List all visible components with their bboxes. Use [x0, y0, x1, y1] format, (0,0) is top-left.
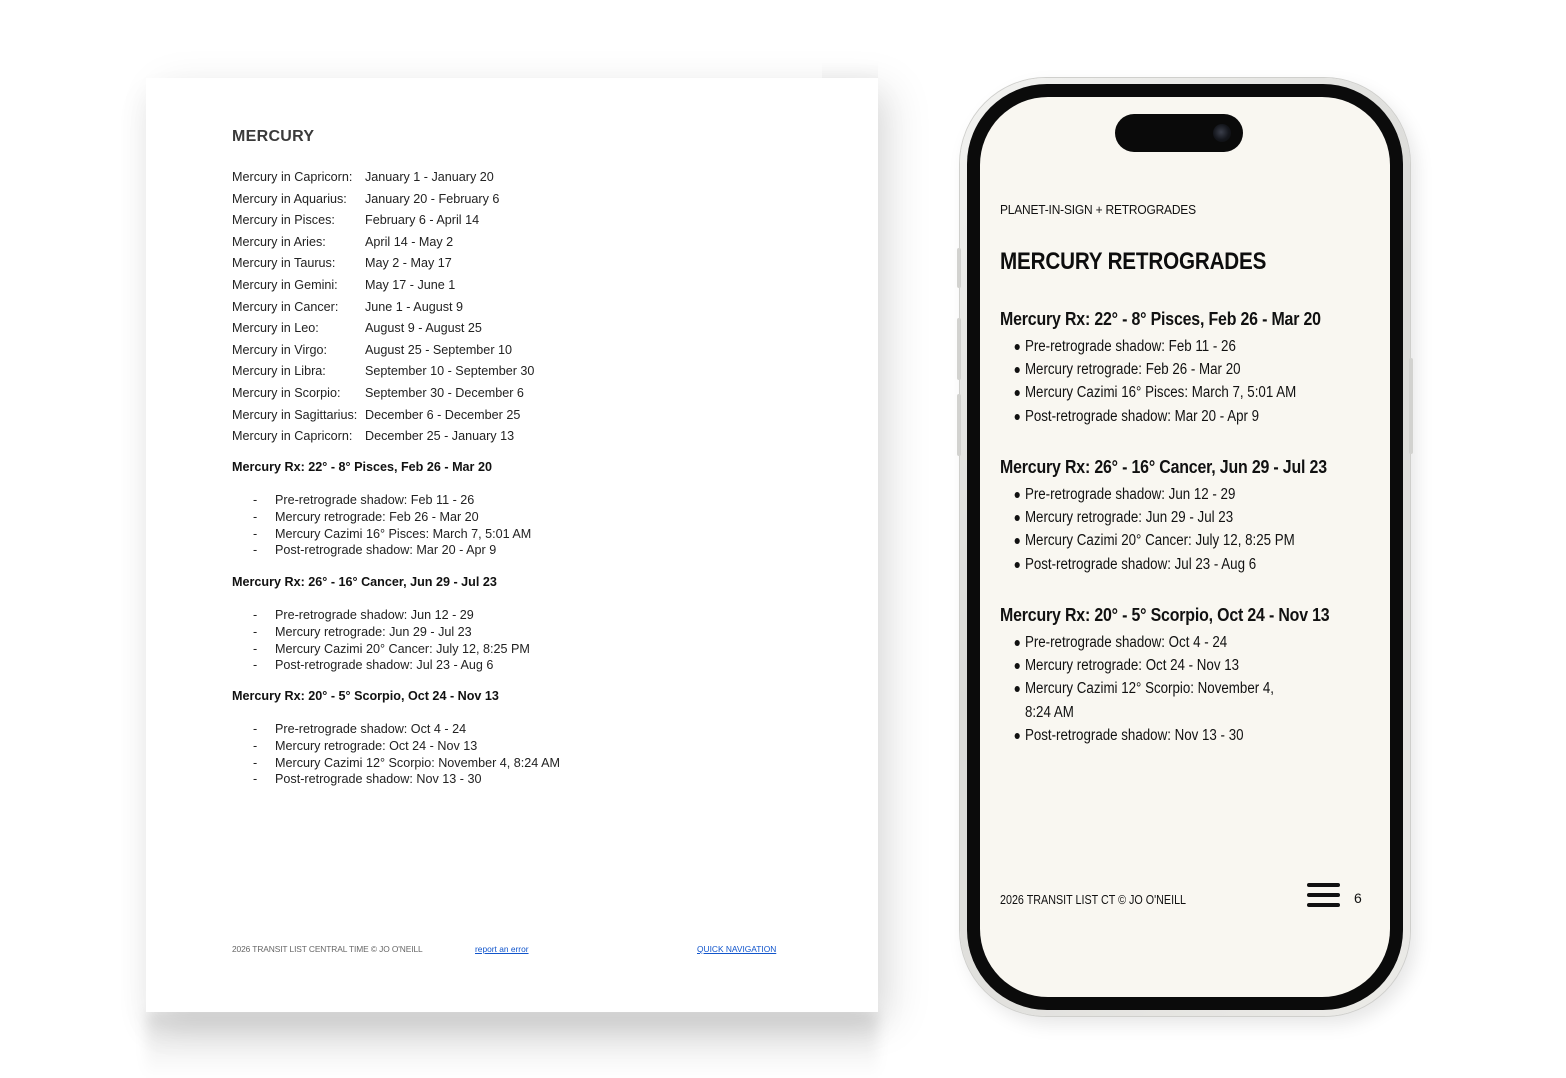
- list-item: Mercury retrograde: Jun 29 - Jul 23: [1000, 506, 1301, 529]
- retrograde-list: [1000, 631, 1370, 747]
- list-item: - Pre-retrograde shadow: Feb 11 - 26: [253, 493, 475, 507]
- list-item: - Mercury Cazimi 16° Pisces: March 7, 5:01 AM: [253, 526, 532, 541]
- sign-row: [232, 297, 534, 319]
- sign-dates: January 1 - January 20: [365, 170, 494, 184]
- phone-screen: [980, 97, 1390, 997]
- list-item: Mercury Cazimi 12° Scorpio: November 4, 8:24 AM: [1000, 677, 1301, 723]
- camera-icon: [1213, 124, 1231, 142]
- retrograde-title: Mercury Rx: 22° - 8° Pisces, Feb 26 - Mar 20: [1000, 308, 1321, 329]
- retrograde-section: [1000, 604, 1370, 747]
- retrograde-section: [232, 689, 560, 788]
- sign-row: [232, 232, 534, 254]
- sign-dates: August 9 - August 25: [365, 321, 482, 336]
- list-item: Post-retrograde shadow: Mar 20 - Apr 9: [1000, 405, 1301, 428]
- sign-row: [232, 167, 534, 189]
- phone-footer: 2026 TRANSIT LIST CT © JO O'NEILL: [1000, 893, 1187, 907]
- list-item: - Pre-retrograde shadow: Oct 4 - 24: [253, 722, 467, 736]
- sign-dates: December 25 - January 13: [365, 429, 515, 444]
- sign-row: [232, 426, 534, 448]
- phone-power-button: [1409, 358, 1413, 454]
- sign-dates: January 20 - February 6: [365, 191, 500, 206]
- retrograde-title: Mercury Rx: 26° - 16° Cancer, Jun 29 - Jul 23: [1000, 456, 1327, 477]
- retrograde-title: Mercury Rx: 20° - 5° Scorpio, Oct 24 - Nov 13: [1000, 604, 1330, 625]
- sign-label: Mercury in Virgo:: [232, 342, 327, 357]
- sign-row: [232, 361, 534, 383]
- sign-label: Mercury in Leo:: [232, 321, 319, 336]
- phone-volume-up: [957, 318, 961, 380]
- sign-dates: April 14 - May 2: [365, 234, 454, 249]
- document-heading: MERCURY: [232, 128, 315, 145]
- sign-row: [232, 189, 534, 211]
- list-item: Mercury Cazimi 20° Cancer: July 12, 8:25 PM: [1000, 529, 1301, 552]
- list-item: - Mercury retrograde: Jun 29 - Jul 23: [253, 624, 472, 639]
- sign-dates: June 1 - August 9: [365, 299, 464, 314]
- list-item: Pre-retrograde shadow: Oct 4 - 24: [1000, 631, 1301, 654]
- retrograde-section: [1000, 308, 1370, 428]
- page-number: 6: [1354, 890, 1362, 906]
- list-item: - Mercury retrograde: Feb 26 - Mar 20: [253, 509, 479, 524]
- list-item: - Post-retrograde shadow: Nov 13 - 30: [253, 772, 482, 787]
- retrograde-section: [232, 460, 531, 559]
- sign-table: [232, 167, 534, 448]
- sign-label: Mercury in Capricorn:: [232, 429, 353, 444]
- retrograde-list: [1000, 483, 1370, 576]
- retrograde-title: Mercury Rx: 20° - 5° Scorpio, Oct 24 - Nov 13: [232, 689, 499, 703]
- page-edge: [822, 62, 878, 78]
- phone-volume-down: [957, 394, 961, 456]
- sign-label: Mercury in Pisces:: [232, 213, 335, 228]
- sign-label: Mercury in Aries:: [232, 234, 326, 249]
- page-title: MERCURY RETROGRADES: [1000, 248, 1267, 275]
- list-item: - Post-retrograde shadow: Jul 23 - Aug 6: [253, 658, 494, 673]
- sign-label: Mercury in Capricorn:: [232, 170, 353, 184]
- dynamic-island: [1115, 114, 1243, 152]
- list-item: - Mercury Cazimi 20° Cancer: July 12, 8:25 PM: [253, 641, 530, 656]
- list-item: Post-retrograde shadow: Jul 23 - Aug 6: [1000, 553, 1301, 576]
- document-page: [146, 78, 878, 1012]
- sign-label: Mercury in Gemini:: [232, 277, 338, 292]
- sign-dates: August 25 - September 10: [365, 342, 513, 357]
- sign-dates: December 6 - December 25: [365, 407, 521, 422]
- list-item: Mercury Cazimi 16° Pisces: March 7, 5:01 AM: [1000, 381, 1301, 404]
- list-item: Post-retrograde shadow: Nov 13 - 30: [1000, 724, 1301, 747]
- retrograde-title: Mercury Rx: 26° - 16° Cancer, Jun 29 - Jul 23: [232, 575, 497, 589]
- list-item: - Mercury Cazimi 12° Scorpio: November 4, 8:24 AM: [253, 755, 561, 770]
- retrograde-list: [1000, 335, 1370, 428]
- retrograde-title: Mercury Rx: 22° - 8° Pisces, Feb 26 - Mar 20: [232, 460, 492, 474]
- document-footer-copyright: 2026 TRANSIT LIST CENTRAL TIME © JO O'NEILL: [232, 944, 423, 954]
- list-item: Mercury retrograde: Oct 24 - Nov 13: [1000, 654, 1301, 677]
- sign-row: [232, 340, 534, 362]
- sign-label: Mercury in Aquarius:: [232, 191, 347, 206]
- sign-dates: February 6 - April 14: [365, 213, 480, 228]
- retrograde-list: [232, 492, 531, 559]
- sign-dates: May 2 - May 17: [365, 256, 452, 271]
- sign-label: Mercury in Cancer:: [232, 299, 339, 314]
- section-kicker: PLANET-IN-SIGN + RETROGRADES: [1000, 202, 1196, 217]
- retrograde-section: [1000, 456, 1370, 576]
- retrograde-list: [232, 721, 560, 788]
- phone-bezel: [967, 84, 1403, 1010]
- list-item: Pre-retrograde shadow: Feb 11 - 26: [1000, 335, 1301, 358]
- sign-label: Mercury in Libra:: [232, 364, 326, 379]
- list-item: - Pre-retrograde shadow: Jun 12 - 29: [253, 608, 474, 622]
- sign-dates: May 17 - June 1: [365, 277, 456, 292]
- sign-row: [232, 405, 534, 427]
- list-item: Pre-retrograde shadow: Jun 12 - 29: [1000, 483, 1301, 506]
- phone-frame: [960, 78, 1410, 1016]
- retrograde-section: [232, 575, 530, 674]
- retrograde-list: [232, 607, 530, 674]
- phone-side-button: [957, 248, 961, 288]
- sign-row: [232, 383, 534, 405]
- sign-label: Mercury in Sagittarius:: [232, 407, 358, 422]
- sign-row: [232, 253, 534, 275]
- list-item: Mercury retrograde: Feb 26 - Mar 20: [1000, 358, 1301, 381]
- hamburger-icon[interactable]: [1307, 883, 1340, 907]
- sign-row: [232, 275, 534, 297]
- list-item: - Post-retrograde shadow: Mar 20 - Apr 9: [253, 543, 497, 558]
- sign-row: [232, 210, 534, 232]
- sign-dates: September 30 - December 6: [365, 385, 524, 400]
- sign-label: Mercury in Scorpio:: [232, 385, 341, 400]
- page-shadow: [146, 1012, 878, 1078]
- sign-row: [232, 318, 534, 340]
- report-error-link[interactable]: report an error: [475, 944, 529, 954]
- quick-navigation-link[interactable]: QUICK NAVIGATION: [697, 944, 777, 954]
- sign-dates: September 10 - September 30: [365, 364, 535, 379]
- sign-label: Mercury in Taurus:: [232, 256, 336, 271]
- list-item: - Mercury retrograde: Oct 24 - Nov 13: [253, 738, 478, 753]
